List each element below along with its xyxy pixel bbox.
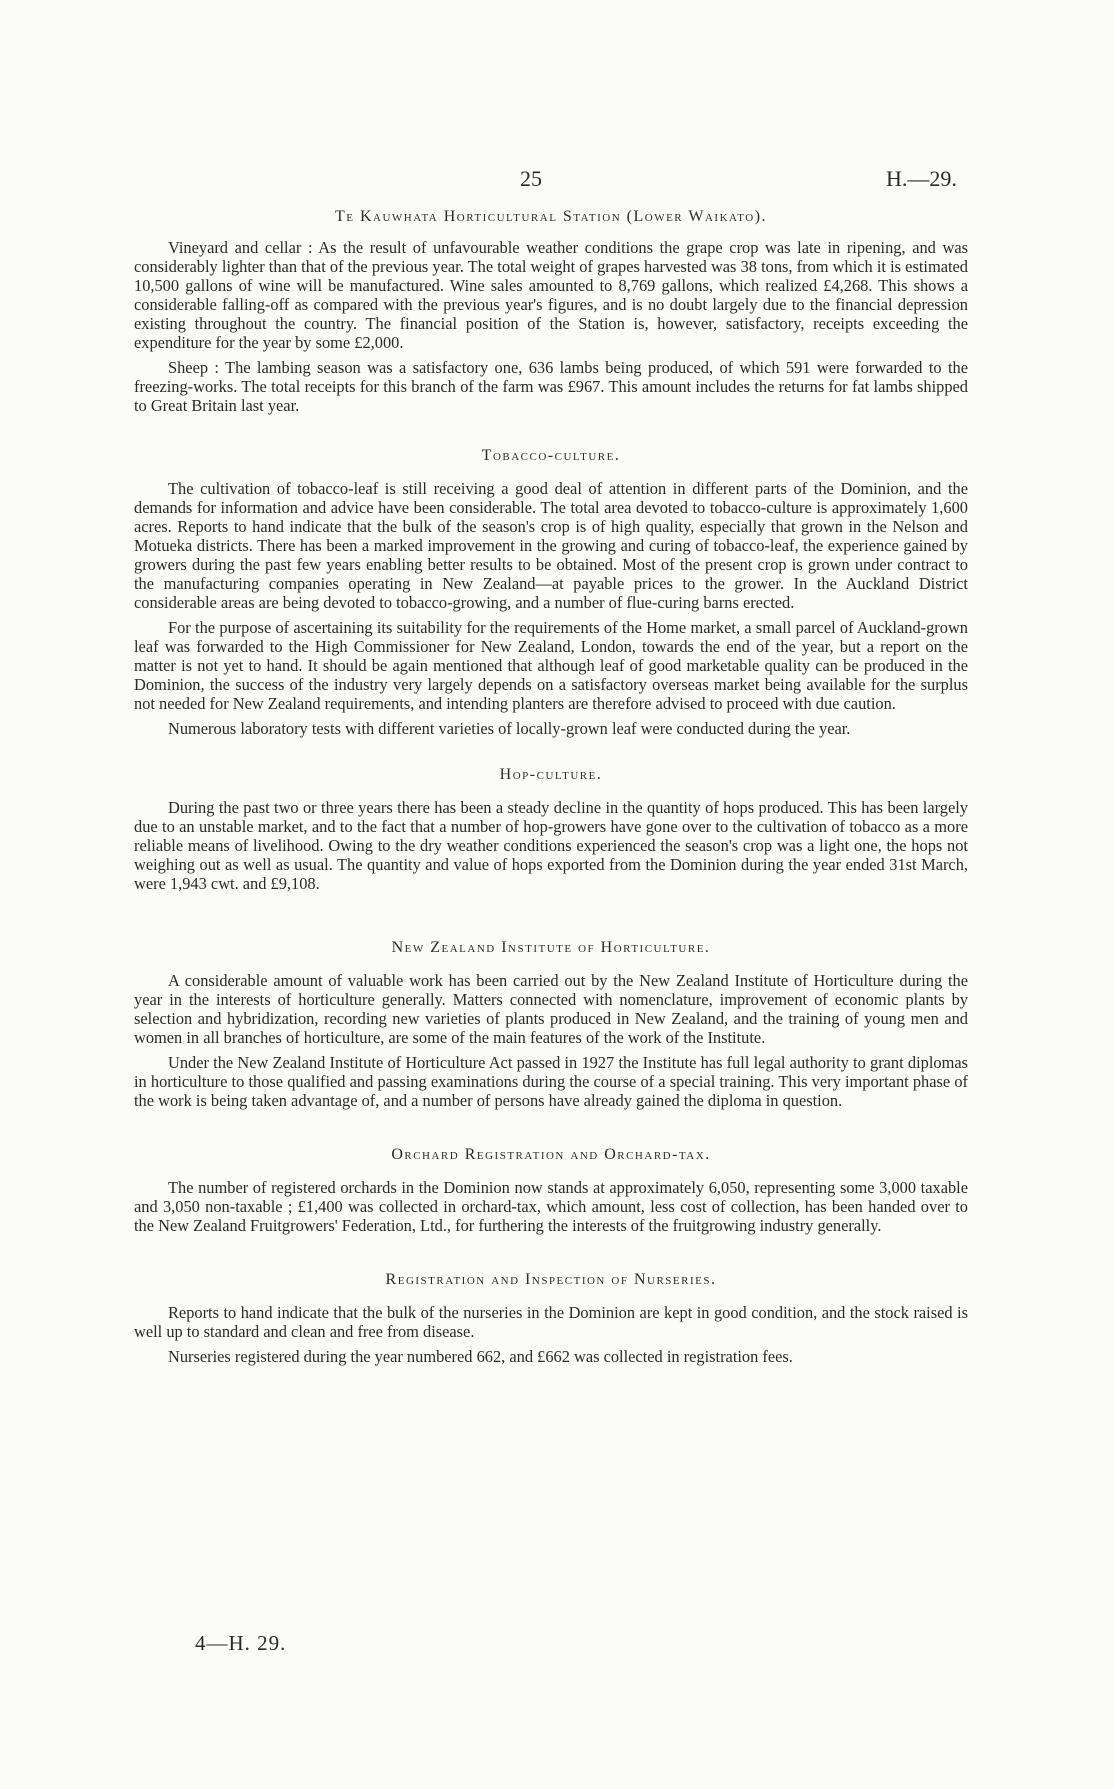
- paragraph: A considerable amount of valuable work has been carried out by the New Zealand Institute of Horticulture during the year in the interests of horticulture generally. Matters connected with nomenclature, improvement of economic plants by selection and hybridization, recording new varieties of plants produced in New Zealand, and the training of young men and women in all branches of horticulture, are some of the main features of the work of the Institute.: [134, 971, 968, 1047]
- section-heading: Hop-culture.: [499, 766, 603, 783]
- section-tobacco-culture: [134, 445, 968, 738]
- paragraph: Sheep : The lambing season was a satisfactory one, 636 lambs being produced, of which 591 were forwarded to the freezing-works. The total receipts for this branch of the farm was £967. This amount includes the returns for fat lambs shipped to Great Britain last year.: [134, 358, 968, 415]
- section-nurseries: [134, 1269, 968, 1366]
- printer-signature-ref: 4—H. 29.: [195, 1631, 287, 1655]
- paragraph: During the past two or three years there has been a steady decline in the quantity of hops produced. This has been largely due to an unstable market, and to the fact that a number of hop-growers have gone over to the cultivation of tobacco as a more reliable means of livelihood. Owing to the dry weather conditions experienced the season's crop was a light one, the hops not weighing out as well as usual. The quantity and value of hops exported from the Dominion during the year ended 31st March, were 1,943 cwt. and £9,108.: [134, 798, 968, 893]
- paragraph: Under the New Zealand Institute of Horticulture Act passed in 1927 the Institute has full legal authority to grant diplomas in horticulture to those qualified and passing examinations during the course of a special training. This very important phase of the work is being taken advantage of, and a number of persons have already gained the diploma in question.: [134, 1053, 968, 1110]
- paragraph: For the purpose of ascertaining its suitability for the requirements of the Home market, a small parcel of Auckland-grown leaf was forwarded to the High Commissioner for New Zealand, London, towards the end of the year, but a report on the matter is not yet to hand. It should be again mentioned that although leaf of good marketable quality can be produced in the Dominion, the success of the industry very largely depends on a satisfactory overseas market being available for the surplus not needed for New Zealand requirements, and intending planters are therefore advised to proceed with due caution.: [134, 618, 968, 713]
- paragraph: Vineyard and cellar : As the result of unfavourable weather conditions the grape crop was late in ripening, and was considerably lighter than that of the previous year. The total weight of grapes harvested was 38 tons, from which it is estimated 10,500 gallons of wine will be manufactured. Wine sales amounted to 8,769 gallons, which realized £4,268. This shows a considerable falling-off as compared with the previous year's figures, and is no doubt largely due to the financial depression existing throughout the country. The financial position of the Station is, however, satisfactory, receipts exceeding the expenditure for the year by some £2,000.: [134, 238, 968, 352]
- paragraph: Numerous laboratory tests with different varieties of locally-grown leaf were conducted during the year.: [168, 719, 851, 738]
- paragraph: Reports to hand indicate that the bulk of the nurseries in the Dominion are kept in good condition, and the stock raised is well up to standard and clean and free from disease.: [134, 1303, 968, 1341]
- paragraph: Nurseries registered during the year numbered 662, and £662 was collected in registration fees.: [168, 1347, 793, 1366]
- body-content: [134, 206, 968, 1372]
- section-heading: Tobacco-culture.: [481, 447, 621, 464]
- section-heading: Registration and Inspection of Nurseries.: [385, 1271, 717, 1288]
- section-orchard-registration: [134, 1144, 968, 1235]
- section-heading: Te Kauwhata Horticultural Station (Lower Waikato).: [334, 208, 768, 225]
- paragraph: The number of registered orchards in the Dominion now stands at approximately 6,050, representing some 3,000 taxable and 3,050 non-taxable ; £1,400 was collected in orchard-tax, which amount, less cost of collection, has been handed over to the New Zealand Fruitgrowers' Federation, Ltd., for furthering the interests of the fruitgrowing industry generally.: [134, 1178, 968, 1235]
- paragraph: The cultivation of tobacco-leaf is still receiving a good deal of attention in different parts of the Dominion, and the demands for information and advice have been considerable. The total area devoted to tobacco-culture is approximately 1,600 acres. Reports to hand indicate that the bulk of the season's crop is of high quality, especially that grown in the Nelson and Motueka districts. There has been a marked improvement in the growing and curing of tobacco-leaf, the experience gained by growers during the past few years enabling better results to be obtained. Most of the present crop is grown under contract to the manufacturing companies operating in New Zealand—at payable prices to the grower. In the Auckland District considerable areas are being devoted to tobacco-growing, and a number of flue-curing barns erected.: [134, 479, 968, 612]
- section-heading: Orchard Registration and Orchard-tax.: [391, 1146, 711, 1163]
- section-heading: New Zealand Institute of Horticulture.: [391, 939, 711, 956]
- section-te-kauwhata: [134, 206, 968, 415]
- page-number: 25: [520, 166, 542, 191]
- document-reference: H.—29.: [886, 166, 957, 191]
- section-nz-institute-horticulture: [134, 937, 968, 1110]
- section-hop-culture: [134, 764, 968, 893]
